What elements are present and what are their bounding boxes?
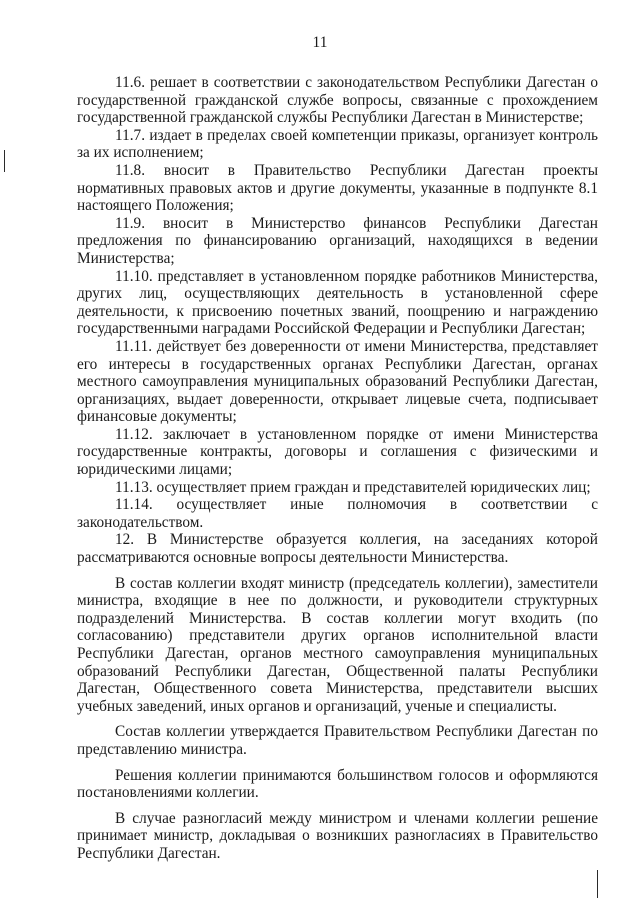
document-body xyxy=(77,74,598,863)
paragraph-11-8: 11.8. вносит в Правительство Республики Дагестан проекты нормативных правовых актов и другие документы, указанные в подпункте 8.1 настоящего Положения; xyxy=(77,161,598,215)
paragraph-collegium-approval: Состав коллегии утверждается Правительством Республики Дагестан по представлению министра. xyxy=(77,723,598,758)
paragraph-11-7: 11.7. издает в пределах своей компетенции приказы, организует контроль за их исполнением; xyxy=(77,126,598,162)
page-number: 11 xyxy=(312,34,328,51)
paragraph-11-12: 11.12. заключает в установленном порядке от имени Министерства государственные контракты, договоры и соглашения с физическими и юридическими лицами; xyxy=(77,425,598,479)
paragraph-collegium-decisions: Решения коллегии принимаются большинством голосов и оформляются постановлениями коллегии. xyxy=(77,766,598,802)
paragraph-11-11: 11.11. действует без доверенности от имени Министерства, представляет его интересы в государственных органах Республики Дагестан, органах местного самоуправления муниципальных образований Республики Дагестан, организациях, выдает доверенности, открывает лицевые счета, подписывает финансовые документы; xyxy=(77,337,598,426)
paragraph-12: 12. В Министерстве образуется коллегия, на заседаниях которой рассматриваются основные вопросы деятельности Министерства. xyxy=(77,531,598,567)
paragraph-collegium-composition: В состав коллегии входят министр (председатель коллегии), заместители министра, входящие в нее по должности, и руководители структурных подразделений Министерства. В состав коллегии могут входить (по согласованию) представители других органов исполнительной власти Республики Дагестан, органов местного самоуправления муниципальных образований Республики Дагестан, Общественной палаты Республики Дагестан, Общественного совета Министерства, представители высших учебных заведений, иных органов и организаций, ученые и специалисты. xyxy=(77,574,598,715)
scan-margin-mark xyxy=(597,870,598,898)
paragraph-11-10: 11.10. представляет в установленном порядке работников Министерства, других лиц, осуществляющих деятельность в установленной сфере деятельности, к присвоению почетных званий, поощрению и награждению государственными наградами Российской Федерации и Республики Дагестан; xyxy=(77,267,598,338)
paragraph-11-9: 11.9. вносит в Министерство финансов Республики Дагестан предложения по финансированию организаций, находящихся в ведении Министерства; xyxy=(77,214,598,267)
scan-margin-mark xyxy=(4,150,5,172)
paragraph-11-14: 11.14. осуществляет иные полномочия в соответствии с законодательством. xyxy=(77,496,598,531)
paragraph-11-6: 11.6. решает в соответствии с законодательством Республики Дагестан о государственной гражданской службе вопросы, связанные с прохождением государственной гражданской службы Республики Дагестан в Министерстве; xyxy=(77,74,598,127)
paragraph-collegium-disagreements: В случае разногласий между министром и членами коллегии решение принимает министр, докладывая о возникших разногласиях в Правительство Республики Дагестан. xyxy=(77,809,598,862)
paragraph-11-13: 11.13. осуществляет прием граждан и представителей юридических лиц; xyxy=(115,478,591,496)
